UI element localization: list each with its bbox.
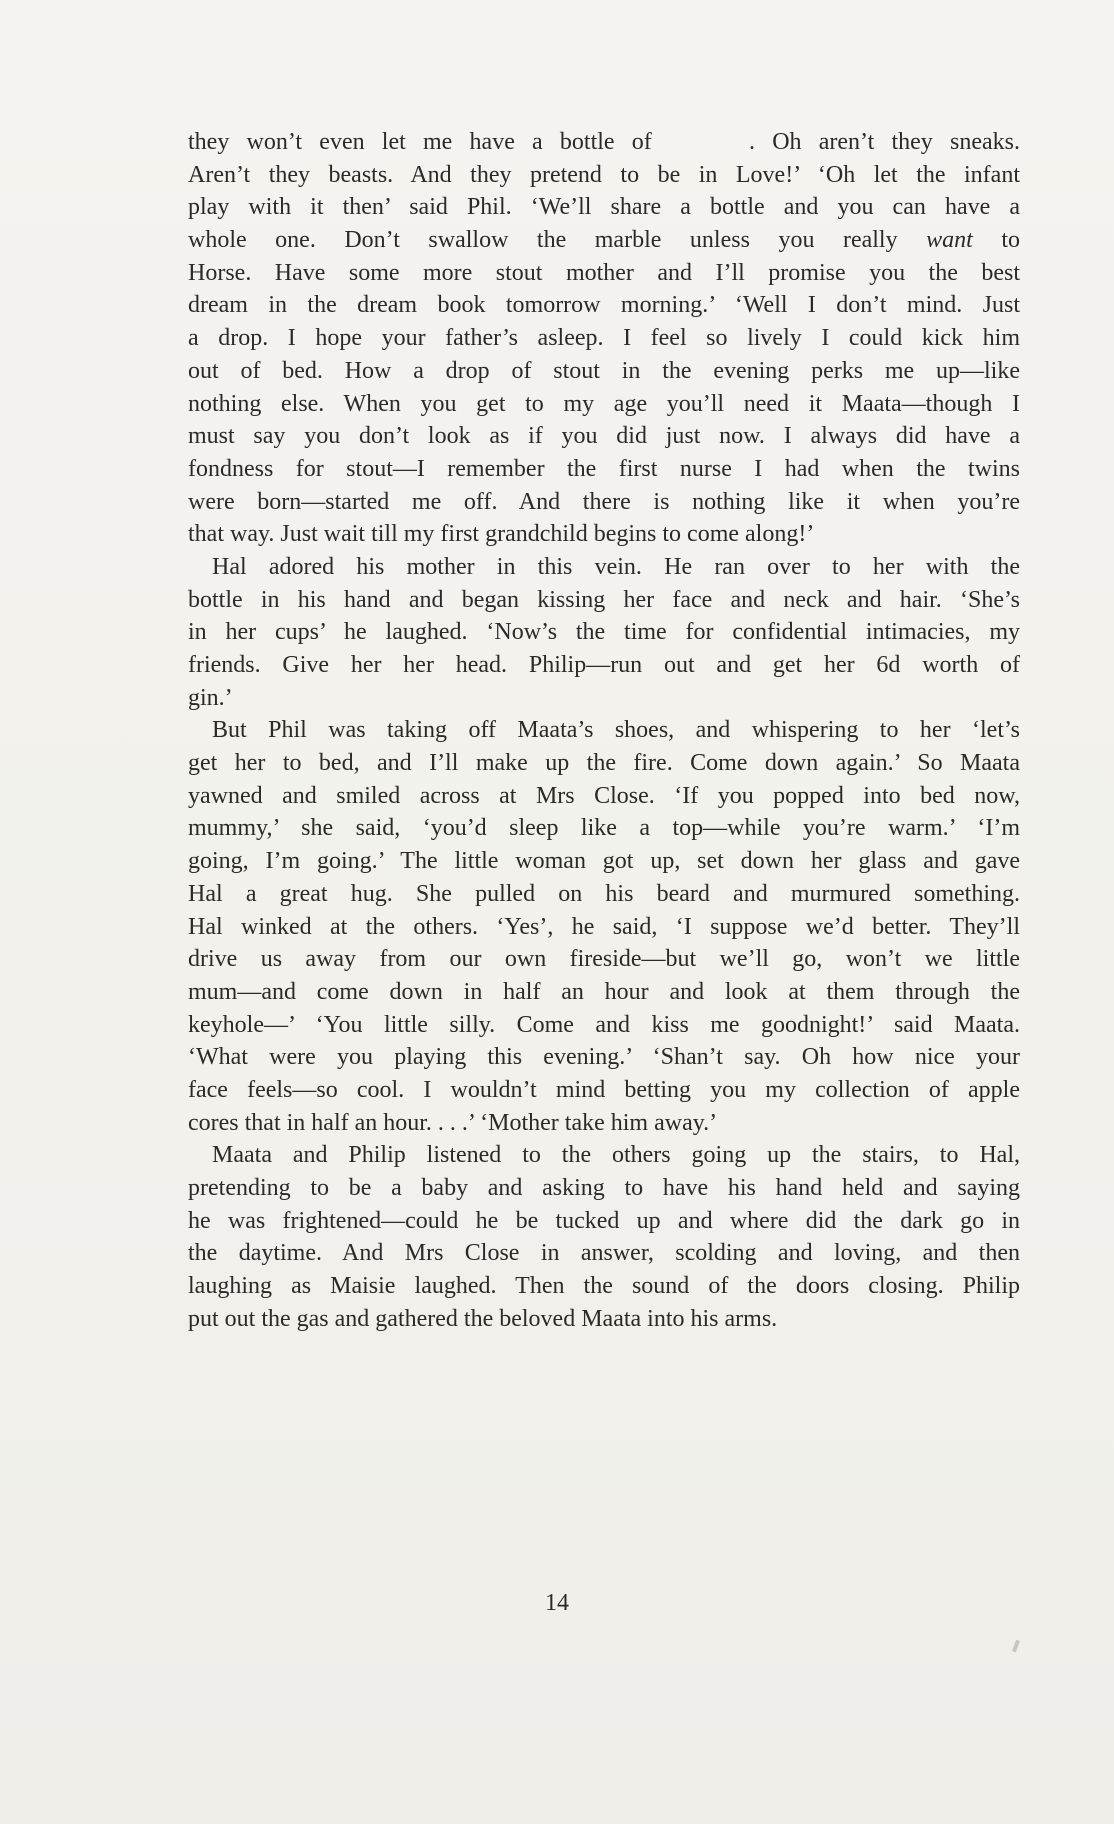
line-text-tail: . Oh aren’t they sneaks. [748,129,1020,155]
text-line [188,1139,1020,1172]
text-line [188,1303,1020,1336]
pencil-mark [1012,1640,1020,1653]
text-line [188,943,1020,976]
text-line [188,1009,1020,1042]
text-line [188,878,1020,911]
line-text: face feels—so cool. I wouldn’t mind betting you my collection of apple [188,1076,1020,1103]
line-text: pretending to be a baby and asking to have his hand held and saying [188,1175,1020,1201]
text-line [188,289,1020,322]
text-line [188,355,1020,388]
line-text: whole one. Don’t swallow the marble unless you really [188,227,927,254]
text-line [188,126,1020,159]
text-line [188,747,1020,780]
line-text: Horse. Have some more stout mother and I’ll promise you the best [188,259,1020,286]
body-text [188,126,1020,1335]
line-text: mum—and come down in half an hour and look at them through the [188,978,1020,1005]
line-text: Aren’t they beasts. And they pretend to be in Love!’ ‘Oh let the infant [188,161,1020,188]
line-text: But Phil was taking off Maata’s shoes, and whispering to her ‘let’s [212,717,1020,744]
line-text: yawned and smiled across at Mrs Close. ‘If you popped into bed now, [188,782,1020,809]
text-line [188,714,1020,747]
text-line [188,1270,1020,1303]
line-text: going, I’m going.’ The little woman got up, set down her glass and gave [188,848,1020,875]
line-text-tail: to [972,227,1020,254]
text-line [188,1172,1020,1205]
line-text: he was frightened—could he be tucked up and where did the dark go in [188,1207,1020,1234]
line-text: in her cups’ he laughed. ‘Now’s the time for confidential intimacies, my [188,619,1020,646]
line-text: dream in the dream book tomorrow morning.’ ‘Well I don’t mind. Just [188,292,1020,319]
text-line [188,812,1020,845]
text-line [188,322,1020,355]
text-line [188,453,1020,486]
line-text: mummy,’ she said, ‘you’d sleep like a top—while you’re warm.’ ‘I’m [188,815,1020,842]
text-line [188,388,1020,421]
line-text: a drop. I hope your father’s asleep. I feel so lively I could kick him [188,325,1020,352]
line-text: out of bed. How a drop of stout in the evening perks me up—like [188,357,1020,384]
line-text: fondness for stout—I remember the first nurse I had when the twins [188,455,1020,482]
text-line [188,224,1020,257]
text-line [188,1237,1020,1270]
line-text: cores that in half an hour. . . .’ ‘Mother take him away.’ [188,1109,718,1136]
line-text: Hal adored his mother in this vein. He ran over to her with the [212,553,1020,580]
line-text: laughing as Maisie laughed. Then the sound of the doors closing. Philip [188,1273,1020,1300]
line-text: were born—started me off. And there is nothing like it when you’re [188,488,1020,515]
line-text: ‘What were you playing this evening.’ ‘Shan’t say. Oh how nice your [188,1044,1020,1071]
line-text: put out the gas and gathered the beloved Maata into his arms. [188,1305,778,1332]
text-line [188,616,1020,649]
text-line [188,1107,1020,1140]
line-text: Hal a great hug. She pulled on his beard and murmured something. [188,880,1020,907]
text-line [188,518,1020,551]
text-line [188,551,1020,584]
text-line [188,976,1020,1009]
text-line [188,1205,1020,1238]
line-text: that way. Just wait till my first grandchild begins to come along!’ [188,521,815,548]
line-text: gin.’ [188,684,233,711]
page-number: 14 [545,1590,569,1616]
line-text: they won’t even let me have a bottle of [188,129,669,155]
line-text: must say you don’t look as if you did just now. I always did have a [188,423,1020,450]
text-line [188,159,1020,192]
text-line [188,257,1020,290]
line-text: nothing else. When you get to my age you’ll need it Maata—though I [188,390,1020,417]
text-line [188,682,1020,715]
text-line [188,584,1020,617]
text-line [188,191,1020,224]
text-line [188,1041,1020,1074]
text-line [188,911,1020,944]
text-line [188,486,1020,519]
line-text: the daytime. And Mrs Close in answer, scolding and loving, and then [188,1240,1020,1267]
line-text: Maata and Philip listened to the others going up the stairs, to Hal, [212,1142,1020,1169]
line-text: keyhole—’ ‘You little silly. Come and kiss me goodnight!’ said Maata. [188,1011,1020,1038]
line-text: bottle in his hand and began kissing her face and neck and hair. ‘She’s [188,586,1020,613]
line-text: get her to bed, and I’ll make up the fire. Come down again.’ So Maata [188,750,1020,777]
line-text: play with it then’ said Phil. ‘We’ll share a bottle and you can have a [188,194,1020,221]
line-text: drive us away from our own fireside—but we’ll go, won’t we little [188,946,1020,973]
text-line [188,1074,1020,1107]
italic-word: want [926,227,973,254]
line-text: Hal winked at the others. ‘Yes’, he said, ‘I suppose we’d better. They’ll [188,913,1020,940]
text-line [188,845,1020,878]
text-line [188,649,1020,682]
line-text: friends. Give her her head. Philip—run out and get her 6d worth of [188,652,1020,678]
text-line [188,780,1020,813]
text-line [188,420,1020,453]
